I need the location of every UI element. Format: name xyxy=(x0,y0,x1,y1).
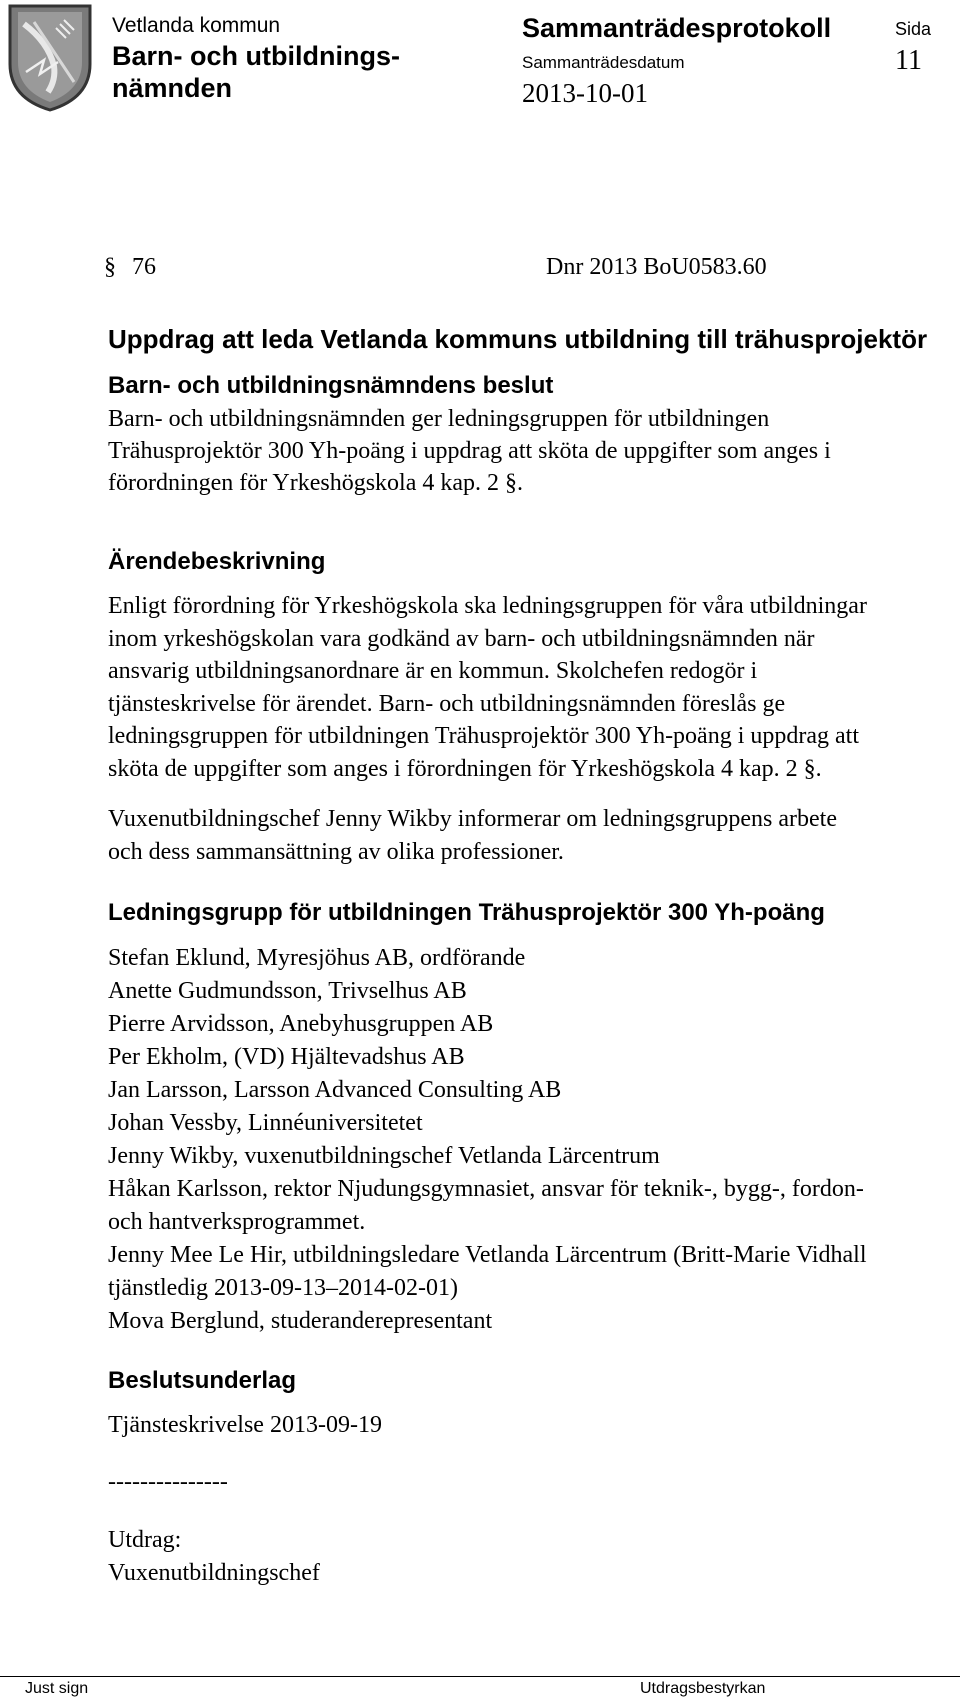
page-number: 11 xyxy=(895,45,922,76)
separator-dashes: --------------- xyxy=(108,1469,228,1495)
description-text-line: ledningsgruppen för utbildningen Trähusprojektör 300 Yh-poäng i uppdrag att xyxy=(108,723,860,749)
group-member: Pierre Arvidsson, Anebyhusgruppen AB xyxy=(108,1011,494,1037)
decision-text-line: Trähusprojektör 300 Yh-poäng i uppdrag att sköta de uppgifter som anges i xyxy=(108,438,831,464)
footer-extract-certification: Utdragsbestyrkan xyxy=(640,1680,766,1697)
group-member: Per Ekholm, (VD) Hjältevadshus AB xyxy=(108,1044,465,1070)
group-member: Jenny Wikby, vuxenutbildningschef Vetlanda Lärcentrum xyxy=(108,1143,660,1169)
group-member: Jan Larsson, Larsson Advanced Consulting AB xyxy=(108,1077,562,1103)
group-heading: Ledningsgrupp för utbildningen Trähusprojektör 300 Yh-poäng xyxy=(108,899,825,926)
decision-heading: Barn- och utbildningsnämndens beslut xyxy=(108,372,554,399)
description-text-line: sköta de uppgifter som anges i förordningen för Yrkeshögskola 4 kap. 2 §. xyxy=(108,756,822,782)
board-name xyxy=(112,40,400,104)
meeting-date-label: Sammanträdesdatum xyxy=(522,53,685,72)
description-text-line: tjänsteskrivelse för ärendet. Barn- och utbildningsnämnden föreslås ge xyxy=(108,691,786,717)
board-name-line2: nämnden xyxy=(112,73,233,103)
description-text-line: och dess sammansättning av olika professioner. xyxy=(108,839,564,865)
decision-text-line: förordningen för Yrkeshögskola 4 kap. 2 §. xyxy=(108,470,524,496)
description-text-line: ansvarig utbildningsanordnare är en kommun. Skolchefen redogör i xyxy=(108,658,758,684)
case-title: Uppdrag att leda Vetlanda kommuns utbildning till trähusprojektör xyxy=(108,324,928,354)
group-member: tjänstledig 2013-09-13–2014-02-01) xyxy=(108,1275,458,1301)
footer-just-sign: Just sign xyxy=(25,1680,89,1697)
group-member: Håkan Karlsson, rektor Njudungsgymnasiet, ansvar för teknik-, bygg-, fordon- xyxy=(108,1176,864,1202)
case-number: Dnr 2013 BoU0583.60 xyxy=(546,254,767,280)
meeting-date: 2013-10-01 xyxy=(522,78,648,108)
group-member: Stefan Eklund, Myresjöhus AB, ordförande xyxy=(108,945,526,971)
section-number-value: 76 xyxy=(132,254,156,280)
section-sign: § xyxy=(104,254,116,280)
description-text-line: inom yrkeshögskolan vara godkänd av barn- och utbildningsnämnden när xyxy=(108,626,815,652)
description-heading: Ärendebeskrivning xyxy=(108,548,326,575)
group-member: Johan Vessby, Linnéuniversitetet xyxy=(108,1110,423,1136)
description-text-line: Vuxenutbildningschef Jenny Wikby informerar om ledningsgruppens arbete xyxy=(108,806,837,832)
description-text-line: Enligt förordning för Yrkeshögskola ska ledningsgruppen för våra utbildningar xyxy=(108,593,867,619)
org-name: Vetlanda kommun xyxy=(112,14,281,37)
group-member: Jenny Mee Le Hir, utbildningsledare Vetlanda Lärcentrum (Britt-Marie Vidhall xyxy=(108,1242,867,1268)
group-member: Anette Gudmundsson, Trivselhus AB xyxy=(108,978,467,1004)
page-label: Sida xyxy=(895,19,932,39)
decision-text-line: Barn- och utbildningsnämnden ger ledningsgruppen för utbildningen xyxy=(108,406,770,432)
basis-item: Tjänsteskrivelse 2013-09-19 xyxy=(108,1412,382,1438)
extract-recipient: Vuxenutbildningschef xyxy=(108,1560,320,1586)
basis-heading: Beslutsunderlag xyxy=(108,1367,297,1394)
extract-label: Utdrag: xyxy=(108,1527,182,1553)
document-type: Sammanträdesprotokoll xyxy=(522,13,832,43)
board-name-line1: Barn- och utbildnings- xyxy=(112,41,400,71)
section-number xyxy=(104,252,156,282)
footer-rule xyxy=(0,1676,960,1677)
municipal-crest-icon xyxy=(4,2,96,114)
group-member: och hantverksprogrammet. xyxy=(108,1209,366,1235)
group-member: Mova Berglund, studeranderepresentant xyxy=(108,1308,493,1334)
